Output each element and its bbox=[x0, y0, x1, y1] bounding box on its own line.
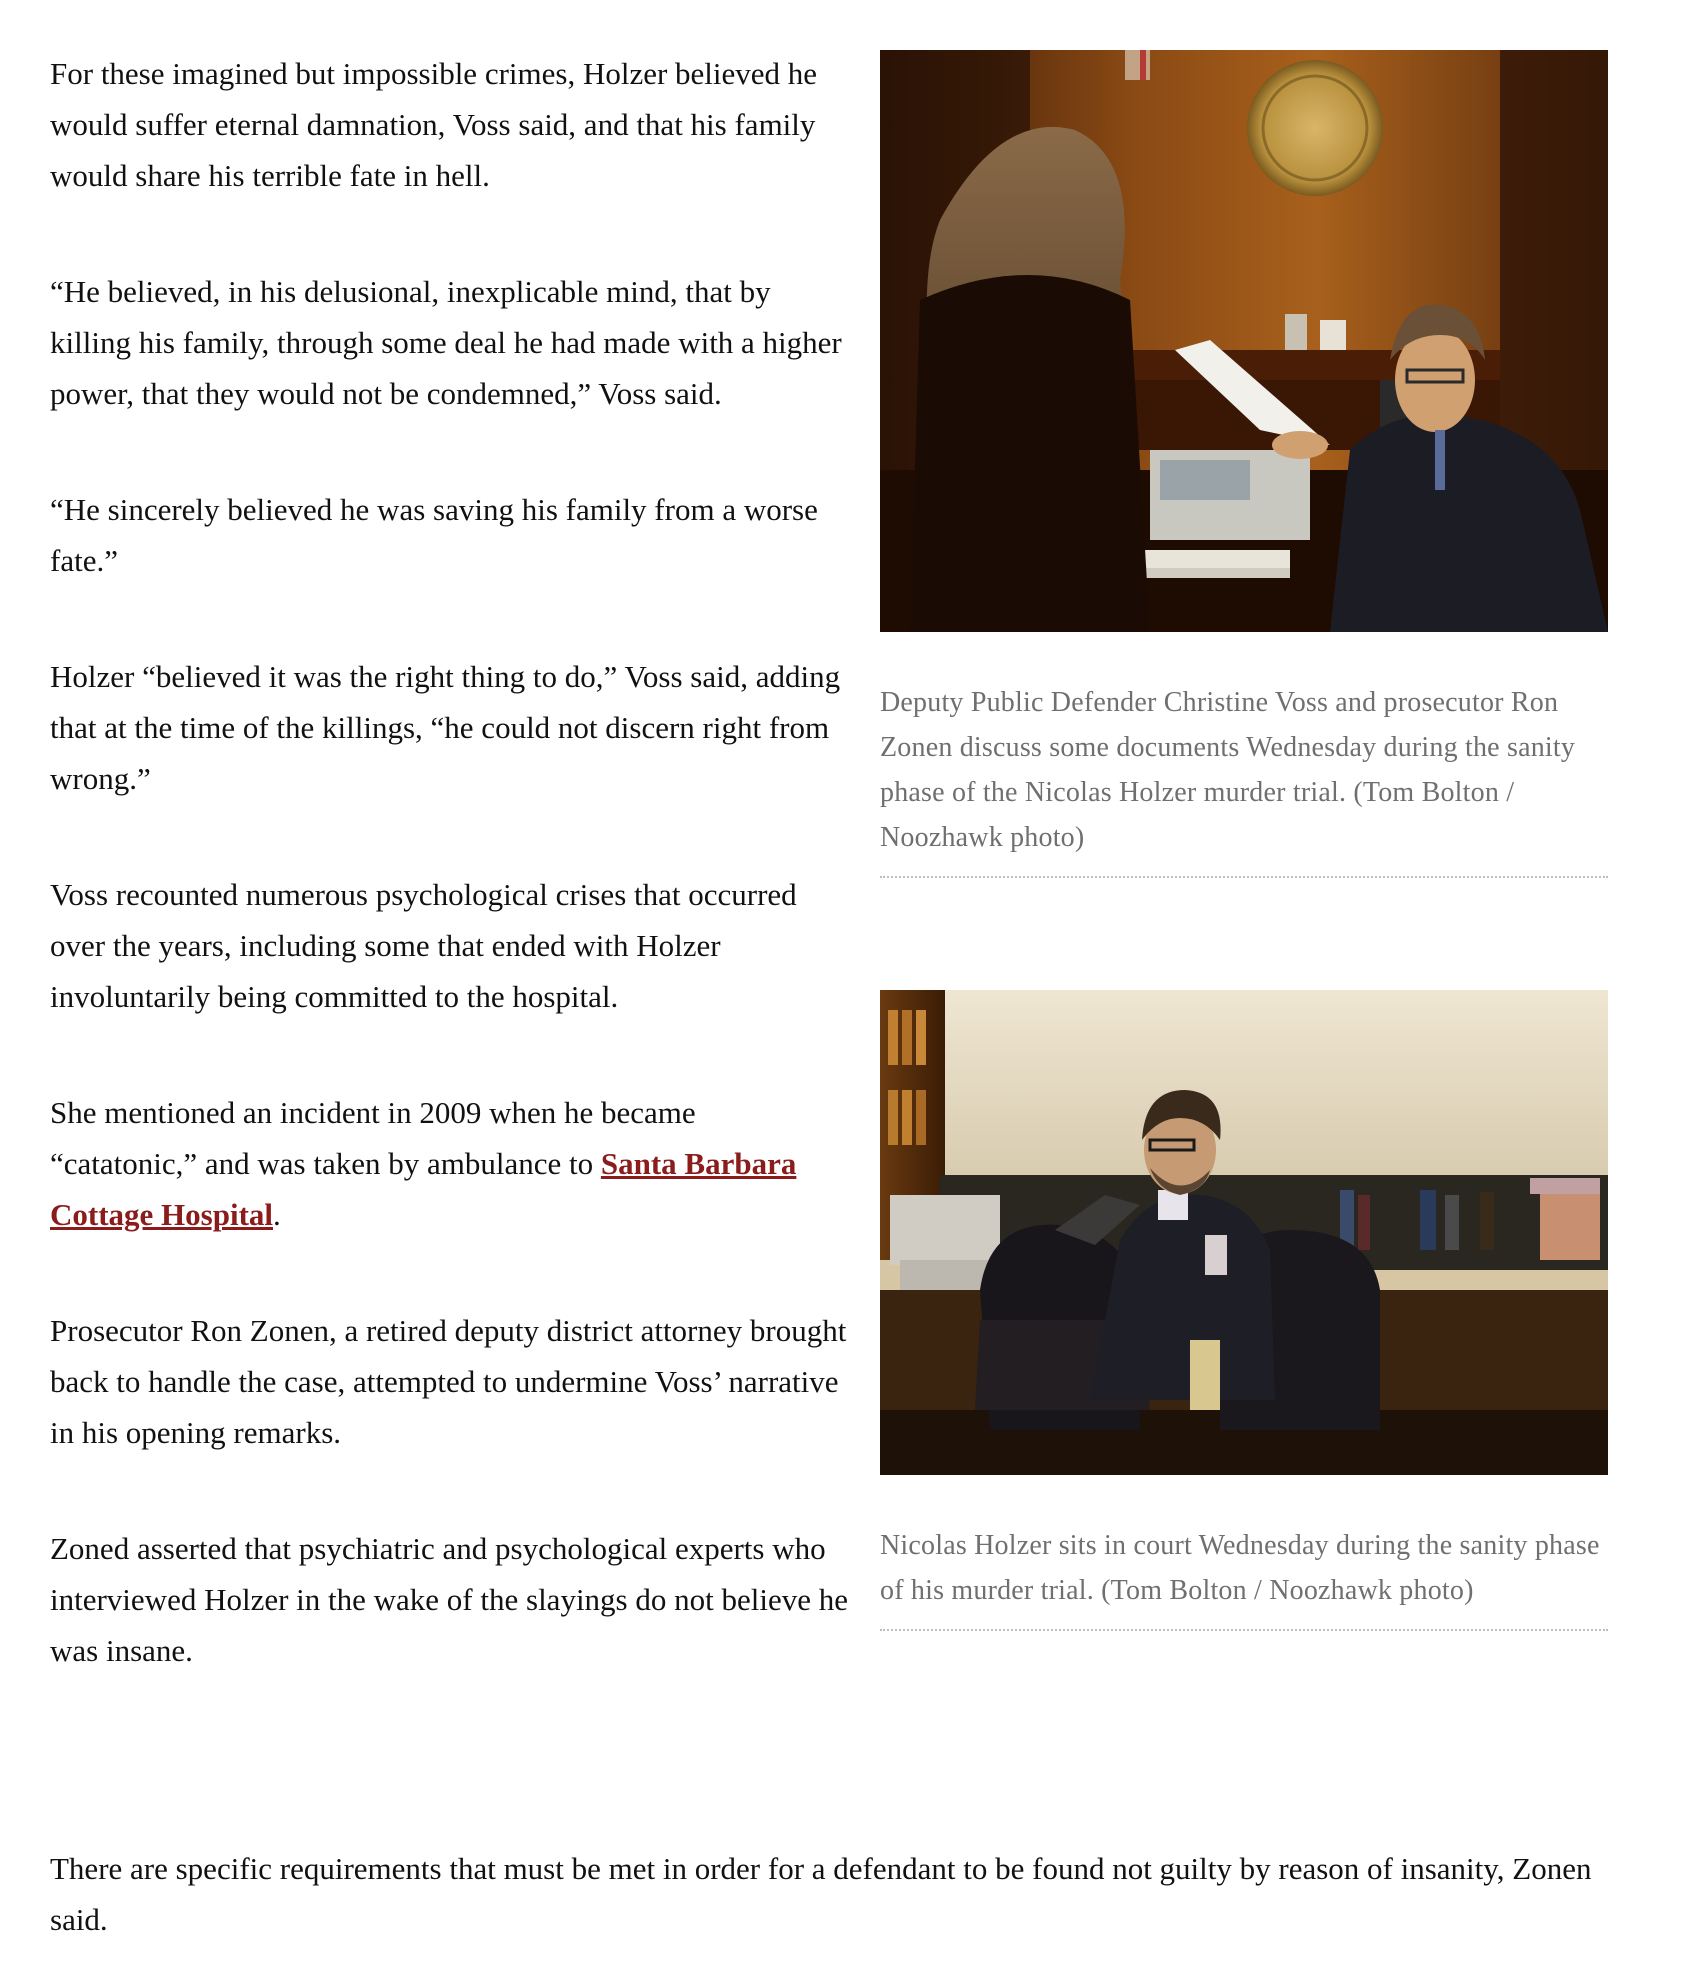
paragraph-text-before-link: She mentioned an incident in 2009 when he became “catatonic,” and was taken by ambulance to bbox=[50, 1095, 696, 1181]
courtroom-photo-holzer bbox=[880, 990, 1608, 1475]
photo-figure-voss-zonen bbox=[880, 50, 1608, 878]
article-paragraph-with-link bbox=[50, 1087, 850, 1240]
photo-caption: Deputy Public Defender Christine Voss and prosecutor Ron Zonen discuss some documents Wednesday during the sanity phase of the Nicolas Holzer murder trial. (Tom Bolton / Noozhawk photo) bbox=[880, 680, 1608, 878]
courtroom-photo-voss-zonen bbox=[880, 50, 1608, 632]
article-paragraph: “He sincerely believed he was saving his family from a worse fate.” bbox=[50, 492, 818, 578]
article-body bbox=[50, 48, 850, 1741]
article-paragraph: Zoned asserted that psychiatric and psychological experts who interviewed Holzer in the wake of the slayings do not believe he was insane. bbox=[50, 1531, 848, 1668]
paragraph-text-after-link: . bbox=[273, 1197, 281, 1232]
photo-figure-holzer bbox=[880, 990, 1608, 1631]
article-paragraph-final: There are specific requirements that must be met in order for a defendant to be found not guilty by reason of insanity, Zonen said. bbox=[50, 1851, 1592, 1937]
photo-caption: Nicolas Holzer sits in court Wednesday during the sanity phase of his murder trial. (Tom Bolton / Noozhawk photo) bbox=[880, 1523, 1608, 1631]
article-paragraph: “He believed, in his delusional, inexplicable mind, that by killing his family, through some deal he had made with a higher power, that they would not be condemned,” Voss said. bbox=[50, 274, 842, 411]
article-paragraph: Holzer “believed it was the right thing to do,” Voss said, adding that at the time of the killings, “he could not discern right from wrong.” bbox=[50, 659, 841, 796]
article-paragraph: Voss recounted numerous psychological crises that occurred over the years, including some that ended with Holzer involuntarily being committed to the hospital. bbox=[50, 877, 797, 1014]
article-paragraph: Prosecutor Ron Zonen, a retired deputy district attorney brought back to handle the case, attempted to undermine Voss’ narrative in his opening remarks. bbox=[50, 1313, 847, 1450]
santa-barbara-cottage-hospital-link[interactable]: Santa Barbara Cottage Hospital bbox=[50, 1146, 797, 1232]
article-paragraph: For these imagined but impossible crimes, Holzer believed he would suffer eternal damnation, Voss said, and that his family would share his terrible fate in hell. bbox=[50, 56, 818, 193]
